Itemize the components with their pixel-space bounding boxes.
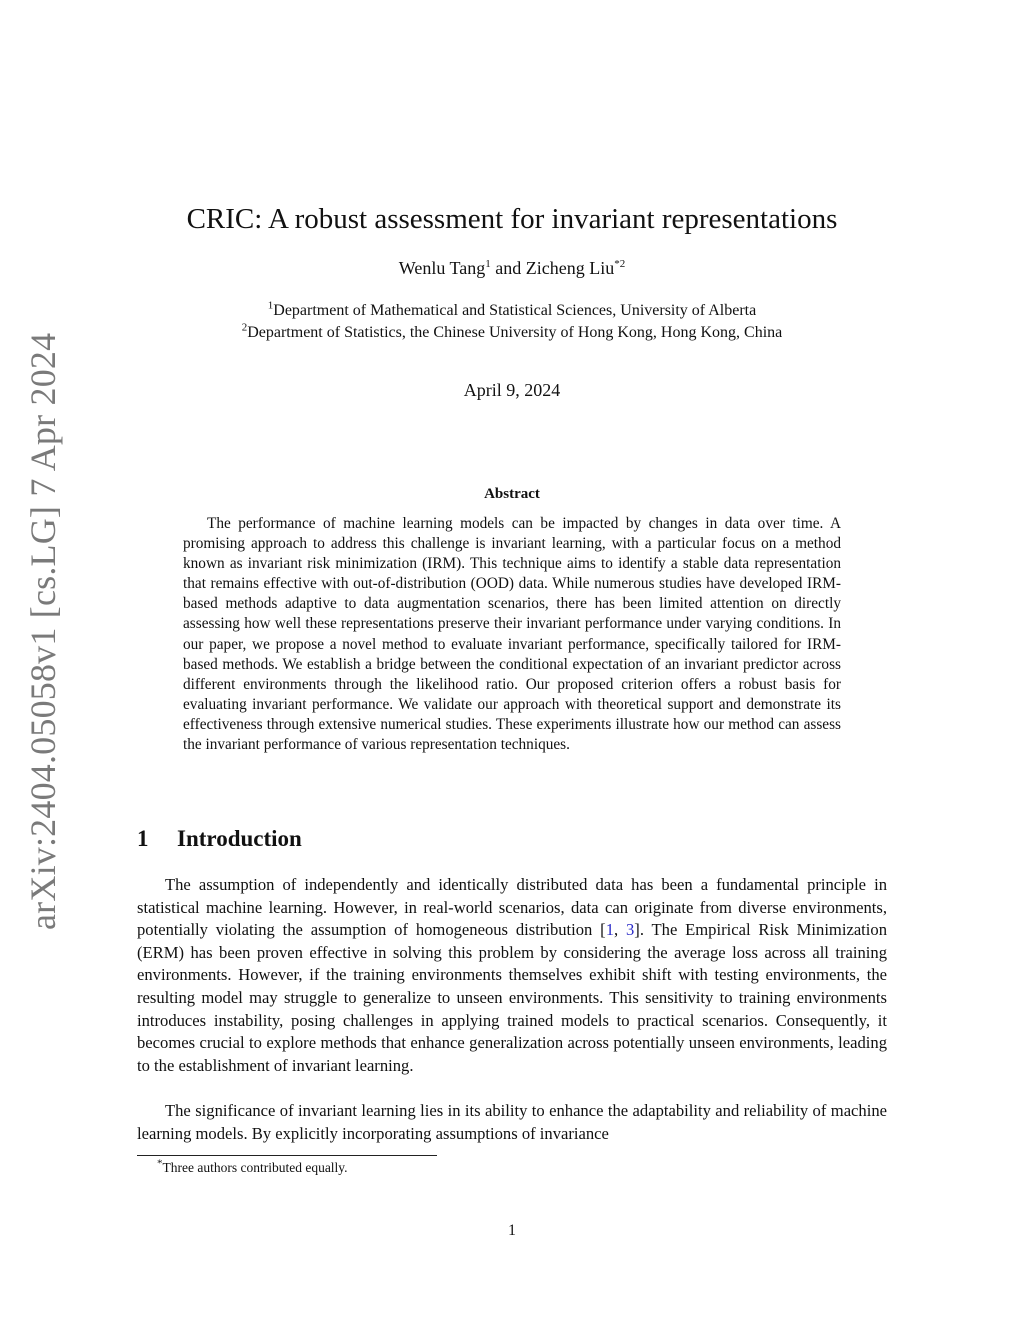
page-number: 1: [508, 1222, 516, 1239]
footnote-divider: [137, 1155, 437, 1156]
affiliation-line: [0, 322, 1024, 344]
paragraph-text: The assumption of independently and identically distributed data has been a fundamental principle in statistical machine learning. However, in real-world scenarios, data can originate from diverse environments, potentially violating the assumption of homogeneous distribution [: [137, 875, 887, 940]
author-name: Zicheng Liu: [525, 258, 615, 278]
section-title: Introduction: [177, 826, 302, 851]
affiliation-text: Department of Statistics, the Chinese University of Hong Kong, Hong Kong, China: [247, 324, 783, 341]
affiliation-mark: 1: [267, 299, 274, 312]
affiliations: [0, 300, 1024, 344]
body-paragraph: The significance of invariant learning lies in its ability to enhance the adaptability and reliability of machine learning models. By explicitly incorporating assumptions of invariance: [137, 1101, 887, 1143]
affiliation-text: Department of Mathematical and Statistical Sciences, University of Alberta: [273, 302, 757, 319]
footnote-mark: *: [157, 1157, 163, 1170]
author-line: [0, 258, 1024, 279]
affiliation-line: [0, 300, 1024, 322]
citation-link[interactable]: 3: [626, 920, 635, 940]
paragraph-text: ]. The Empirical Risk Minimization (ERM) has been proven effective in solving this problem by considering the average loss across all training environments. However, if the training environments themselves exhibit shift with testing environments, the resulting model may struggle to generalize to unseen environments. This sensitivity to training environments introduces instability, posing challenges in applying trained models to practical scenarios. Consequently, it becomes crucial to explore methods that enhance generalization across potentially unseen environments, leading to the establishment of invariant learning.: [137, 920, 887, 1075]
section-number: 1: [137, 826, 149, 851]
affiliation-mark: *2: [614, 258, 626, 270]
citation-separator: ,: [614, 920, 626, 940]
affiliation-mark: 1: [485, 258, 491, 270]
citation-link[interactable]: 1: [605, 920, 615, 940]
author-conjunction: and: [490, 258, 526, 278]
body-paragraph: [137, 874, 887, 1077]
footnote-text: Three authors contributed equally.: [162, 1160, 348, 1175]
affiliation-mark: 2: [241, 321, 248, 334]
abstract-heading: Abstract: [484, 486, 540, 502]
paper-title: CRIC: A robust assessment for invariant representations: [186, 203, 838, 235]
arxiv-identifier-stamp: arXiv:2404.05058v1 [cs.LG] 7 Apr 2024: [23, 332, 63, 930]
abstract-text: The performance of machine learning models can be impacted by changes in data over time. A promising approach to address this challenge is invariant learning, with a particular focus on a method known as invariant risk minimization (IRM). This technique aims to identify a stable data representation that remains effective with out-of-distribution (OOD) data. While numerous studies have developed IRM-based methods adaptive to data augmentation scenarios, there has been limited attention on directly assessing how well these representations preserve their invariant performance under varying conditions. In our paper, we propose a novel method to evaluate invariant performance, specifically tailored for IRM-based methods. We establish a bridge between the conditional expectation of an invariant predictor across different environments through the likelihood ratio. Our proposed criterion offers a robust basis for evaluating invariant performance. We validate our approach with theoretical support and demonstrate its effectiveness through extensive numerical studies. These experiments illustrate how our method can assess the invariant performance of various representation techniques.: [183, 515, 841, 754]
section-heading: [137, 826, 302, 852]
publication-date: April 9, 2024: [463, 380, 561, 400]
footnote: [157, 1157, 348, 1176]
author-name: Wenlu Tang: [398, 258, 486, 278]
